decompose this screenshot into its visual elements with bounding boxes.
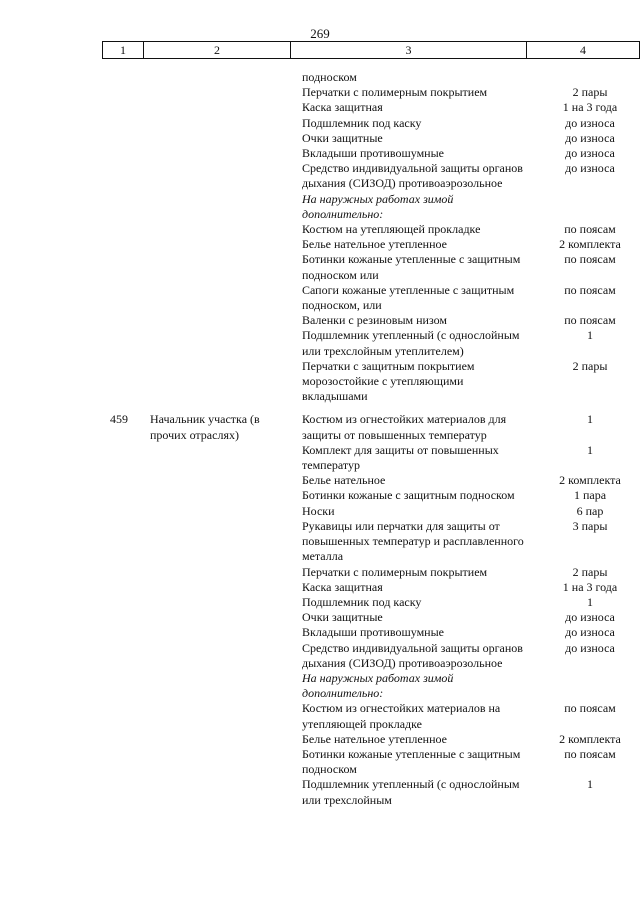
table-row	[0, 732, 640, 747]
item-name: Средство индивидуальной защиты органов дыхания (СИЗОД) противоаэрозольное	[302, 161, 523, 191]
item-quantity: до износа	[565, 130, 615, 145]
column-header-2: 2	[144, 42, 291, 59]
item-quantity: 1 пара	[573, 488, 607, 503]
item-quantity: 3 пары	[572, 518, 608, 533]
item-quantity: до износа	[565, 161, 615, 176]
item-quantity: 1	[587, 412, 593, 427]
table-row	[0, 504, 640, 519]
item-quantity: 2 комплекта	[559, 473, 621, 488]
table-row	[0, 283, 640, 313]
section-subheading: На наружных работах зимой дополнительно:	[302, 191, 454, 221]
table-row	[0, 473, 640, 488]
item-name: Перчатки с защитным покрытием морозостойкие с утепляющими вкладышами	[302, 358, 475, 404]
item-quantity: 1	[587, 594, 593, 609]
item-quantity: 1	[587, 777, 593, 792]
item-quantity: до износа	[565, 640, 615, 655]
table-row	[0, 116, 640, 131]
table-row	[0, 747, 640, 777]
item-name: Средство индивидуальной защиты органов дыхания (СИЗОД) противоаэрозольное	[302, 640, 523, 670]
entry-number: 459	[110, 412, 128, 427]
item-name: Подшлемник утепленный (с однослойным или трехслойным	[302, 777, 520, 807]
table-row	[0, 146, 640, 161]
table-row	[0, 625, 640, 640]
item-quantity: по поясам	[564, 313, 616, 328]
item-quantity: 1 на 3 года	[562, 579, 618, 594]
table-row	[0, 131, 640, 146]
item-name: Костюм из огнестойких материалов на утепляющей прокладке	[302, 701, 501, 731]
page-number: 269	[310, 26, 330, 41]
item-quantity: 6 пар	[576, 503, 604, 518]
item-name: Белье нательное утепленное	[302, 237, 447, 252]
item-quantity: по поясам	[564, 282, 616, 297]
item-quantity: 2 пары	[572, 85, 608, 100]
table-body	[0, 70, 640, 808]
item-name: Комплект для защиты от повышенных температур	[302, 442, 499, 473]
item-name: Костюм из огнестойких материалов для защиты от повышенных температур	[302, 412, 507, 442]
item-name: Подшлемник утепленный (с однослойным или трехслойным утеплителем)	[302, 328, 520, 358]
table-row	[0, 641, 640, 671]
item-quantity: до износа	[565, 146, 615, 161]
column-header-4: 4	[527, 42, 640, 59]
item-quantity: 2 пары	[572, 358, 608, 373]
table-row	[0, 85, 640, 100]
item-quantity: до износа	[565, 610, 615, 625]
item-quantity: 1	[587, 442, 593, 457]
item-name: Рукавицы или перчатки для защиты от повышенных температур и расплавленного металла	[302, 518, 524, 564]
column-header-row	[103, 42, 640, 59]
table-row	[0, 313, 640, 328]
item-quantity: по поясам	[564, 252, 616, 267]
table-row	[0, 359, 640, 405]
item-quantity: 1 на 3 года	[562, 100, 618, 115]
entry-459	[0, 412, 640, 807]
item-name: Сапоги кожаные утепленные с защитным подноском, или	[302, 282, 515, 313]
item-name: Вкладыши противошумные	[302, 146, 444, 161]
column-header-3: 3	[291, 42, 527, 59]
item-name: Белье нательное утепленное	[302, 731, 447, 746]
table-row	[0, 161, 640, 191]
item-quantity: по поясам	[564, 746, 616, 761]
item-name: Носки	[302, 503, 335, 518]
item-name: Перчатки с полимерным покрытием	[302, 85, 488, 100]
table-row	[0, 565, 640, 580]
table-row	[0, 701, 640, 731]
section-subheading-row	[0, 671, 640, 701]
table-row	[0, 519, 640, 565]
item-name: Белье нательное	[302, 473, 386, 488]
table-row	[0, 595, 640, 610]
item-name: Каска защитная	[302, 579, 383, 594]
table-row	[0, 412, 640, 442]
item-name: Ботинки кожаные утепленные с защитным подноском	[302, 746, 521, 777]
table-row	[0, 70, 640, 85]
table-row	[0, 610, 640, 625]
table-row	[0, 237, 640, 252]
item-name: Вкладыши противошумные	[302, 625, 444, 640]
item-quantity: 2 комплекта	[559, 731, 621, 746]
item-name: Ботинки кожаные с защитным подноском	[302, 488, 515, 503]
item-quantity: 2 пары	[572, 564, 608, 579]
item-name: Костюм на утепляющей прокладке	[302, 222, 481, 237]
item-name: Очки защитные	[302, 610, 383, 625]
item-name: Валенки с резиновым низом	[302, 313, 448, 328]
table-row	[0, 252, 640, 282]
item-quantity: до износа	[565, 115, 615, 130]
item-name: Каска защитная	[302, 100, 383, 115]
item-name: Очки защитные	[302, 130, 383, 145]
table-row	[0, 222, 640, 237]
column-header-table	[102, 41, 640, 59]
item-name: Ботинки кожаные утепленные с защитным подноском или	[302, 252, 521, 282]
item-name: Подшлемник под каску	[302, 115, 422, 130]
section-subheading-row	[0, 192, 640, 222]
item-name: Перчатки с полимерным покрытием	[302, 564, 488, 579]
section-subheading: На наружных работах зимой дополнительно:	[302, 670, 454, 701]
item-quantity: 2 комплекта	[559, 237, 621, 252]
item-quantity: до износа	[565, 625, 615, 640]
item-quantity: 1	[587, 328, 593, 343]
table-row	[0, 328, 640, 358]
table-row	[0, 777, 640, 807]
table-row	[0, 100, 640, 115]
column-header-1: 1	[103, 42, 144, 59]
item-quantity: по поясам	[564, 701, 616, 716]
position-title: Начальник участка (в прочих отраслях)	[150, 412, 260, 442]
continued-block	[0, 70, 640, 404]
table-row	[0, 443, 640, 473]
item-name: подноском	[302, 70, 357, 84]
table-row	[0, 580, 640, 595]
table-row	[0, 488, 640, 503]
item-quantity: по поясам	[564, 222, 616, 237]
item-name: Подшлемник под каску	[302, 594, 422, 609]
